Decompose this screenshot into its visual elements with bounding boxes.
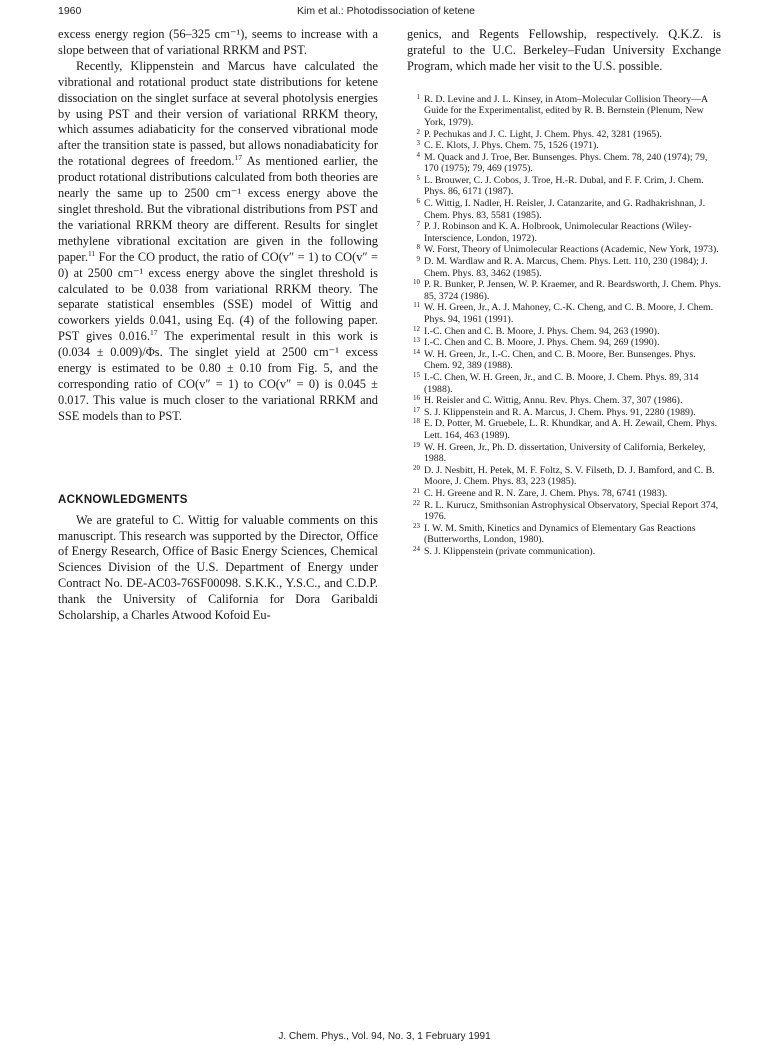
reference-item [407,302,721,325]
reference-text: W. H. Green, Jr., A. J. Mahoney, C.-K. Cheng, and C. B. Moore, J. Chem. Phys. 94, 1961 (1991). [424,302,714,325]
reference-text: I.-C. Chen and C. B. Moore, J. Phys. Chem. 94, 269 (1990). [424,337,660,349]
reference-item [407,500,721,523]
reference-number: 24 [413,544,420,553]
reference-number: 23 [413,521,420,530]
reference-item [407,418,721,441]
reference-number: 18 [413,417,420,426]
acknowledgments-text: We are grateful to C. Wittig for valuable comments on this manuscript. This research was supported by the Director, Office of Energy Research, Office of Basic Energy Sciences, Chemical Sciences Division of the U.S. Department of Energy under Contract No. DE-AC03-76SF00098. S.K.K., Y.S.C., and C.D.P. thank the University of California for Dora Garibaldi Scholarship, a Charles Atwood Kofoid Eu- [58,512,378,623]
reference-text: S. J. Klippenstein and R. A. Marcus, J. Chem. Phys. 91, 2280 (1989). [424,406,696,418]
reference-number: 21 [413,486,420,495]
citation-superscript: 17 [234,153,242,163]
reference-number: 4 [416,150,420,159]
reference-text: W. Forst, Theory of Unimolecular Reactions (Academic, New York, 1973). [424,244,719,256]
reference-text: W. H. Green, Jr., I.-C. Chen, and C. B. Moore, Ber. Bunsenges. Phys. Chem. 92, 389 (1988). [424,348,696,372]
reference-number: 2 [416,127,420,136]
running-title: Kim et al.: Photodissociation of ketene [296,5,476,17]
reference-text: R. L. Kurucz, Smithsonian Astrophysical Observatory, Special Report 374, 1976. [424,499,719,523]
reference-item [407,94,721,129]
reference-number: 8 [416,243,420,252]
reference-item [407,221,721,244]
reference-text: P. J. Robinson and K. A. Holbrook, Unimolecular Reactions (Wiley-Interscience, London, 1972). [424,221,692,244]
reference-number: 1 [416,92,420,101]
reference-text: P. R. Bunker, P. Jensen, W. P. Kraemer, and R. Beardsworth, J. Chem. Phys. 85, 3724 (1986). [424,279,721,302]
citation-superscript: 11 [87,248,96,258]
reference-item [407,129,721,141]
acknowledgments-continued: genics, and Regents Fellowship, respectively. Q.K.Z. is grateful to the U.C. Berkeley–Fudan University Exchange Program, which made her visit to the U.S. possible. [407,27,721,73]
reference-text: P. Pechukas and J. C. Light, J. Chem. Phys. 42, 3281 (1965). [424,128,662,140]
reference-number: 6 [416,197,420,206]
reference-item [407,407,721,419]
reference-number: 11 [413,301,420,310]
reference-item [407,349,721,372]
reference-number: 15 [413,370,420,379]
page-footer: J. Chem. Phys., Vol. 94, No. 3, 1 February 1991 [278,1031,491,1042]
reference-list [407,94,721,558]
reference-item [407,337,721,349]
reference-text: S. J. Klippenstein (private communication). [424,545,596,557]
reference-number: 9 [416,255,420,264]
reference-item [407,546,721,558]
right-column [407,27,721,557]
reference-item [407,488,721,500]
reference-text: D. M. Wardlaw and R. A. Marcus, Chem. Phys. Lett. 110, 230 (1984); J. Chem. Phys. 83, 3462 (1985). [424,256,708,279]
paragraph-continued: excess energy region (56–325 cm⁻¹), seems to increase with a slope between that of variational RRKM and PST. [58,27,378,57]
acknowledgments-heading: ACKNOWLEDGMENTS [58,493,188,506]
reference-number: 17 [413,405,420,414]
reference-text: I.-C. Chen and C. B. Moore, J. Phys. Chem. 94, 263 (1990). [424,325,660,337]
reference-number: 22 [413,498,420,507]
reference-text: E. D. Potter, M. Gruebele, L. R. Khundkar, and A. H. Zewail, Chem. Phys. Lett. 164, 463 (1989). [424,418,718,441]
reference-item [407,244,721,256]
reference-item [407,326,721,338]
reference-number: 3 [416,139,420,148]
reference-item [407,395,721,407]
reference-text: C. E. Klots, J. Phys. Chem. 75, 1526 (1971). [424,140,599,152]
reference-number: 5 [416,173,420,182]
left-column [58,27,378,624]
reference-number: 12 [413,324,420,333]
reference-text: M. Quack and J. Troe, Ber. Bunsenges. Phys. Chem. 78, 240 (1974); 79, 170 (1975); 79, 469 (1975). [424,151,708,175]
reference-item [407,279,721,302]
reference-item [407,175,721,198]
reference-text: W. H. Green, Jr., Ph. D. dissertation, University of California, Berkeley, 1988. [424,441,706,465]
reference-number: 20 [413,463,420,472]
reference-number: 14 [413,347,420,356]
reference-text: R. D. Levine and J. L. Kinsey, in Atom–Molecular Collision Theory—A Guide for the Experimentalist, edited by R. B. Bernstein (Plenum, New York, 1979). [424,93,708,128]
reference-text: L. Brouwer, C. J. Cobos, J. Troe, H.-R. Dubal, and F. F. Crim, J. Chem. Phys. 86, 6171 (1987). [424,174,704,198]
reference-item [407,442,721,465]
reference-number: 16 [413,394,420,403]
reference-item [407,152,721,175]
reference-item [407,465,721,488]
reference-item [407,140,721,152]
reference-text: D. J. Nesbitt, H. Petek, M. F. Foltz, S. V. Filseth, D. J. Bamford, and C. B. Moore, J. Chem. Phys. 83, 223 (1985). [424,464,715,488]
reference-item [407,372,721,395]
reference-item [407,198,721,221]
page-number: 1960 [58,5,82,17]
reference-text: I. W. M. Smith, Kinetics and Dynamics of Elementary Gas Reactions (Butterworths, London, 1980). [424,522,696,546]
reference-number: 13 [413,336,420,345]
reference-item [407,256,721,279]
reference-text: C. Wittig, I. Nadler, H. Reisler, J. Catanzarite, and G. Radhakrishnan, J. Chem. Phys. 83, 5581 (1985). [424,198,706,221]
paragraph-klippenstein-marcus: Recently, Klippenstein and Marcus have calculated the vibrational and rotational product state distributions for ketene dissociation on the singlet surface at several photolysis energies by using PST and their version of variational RRKM theory, which assumes adiabaticity for the conserved vibrational mode after the transition state is passed, but allows nonadiabaticity for the rotational degrees of freedom.$^{17}$ As mentioned earlier, the product rotational distributions calculated from both theories are nearly the same up to 2500 cm⁻¹ excess energy above the singlet threshold. But the vibrational distributions from PST and the variational RRKM theory are different. Results for singlet methylene vibrational excitation are given in the following paper.$^{11}$ For the CO product, the ratio of CO(v″ = 1) to CO(v″ = 0) at 2500 cm⁻¹ excess energy above the singlet threshold is calculated to be 0.038 from variational RRKM theory. The separate statistical ensembles (SSE) model of Wittig and coworkers yields 0.041, using Eq. (4) of the following paper. PST gives 0.016.17 The experimental result in this work is (0.034 ± 0.009)/Φs. The singlet yield at 2500 cm⁻¹ excess energy is estimated to be 0.80 ± 0.10 from Fig. 5, and the corresponding ratio of CO(v″ = 1) to CO(v″ = 0) is 0.045 ± 0.017. This value is much closer to the variational RRKM and SSE models than to PST. [58,58,379,423]
reference-number: 19 [413,440,420,449]
reference-item [407,523,721,546]
page-header [58,5,714,21]
reference-number: 7 [416,220,420,229]
reference-text: I.-C. Chen, W. H. Green, Jr., and C. B. Moore, J. Chem. Phys. 89, 314 (1988). [424,371,699,395]
citation-superscript: 17 [149,328,158,338]
reference-text: C. H. Greene and R. N. Zare, J. Chem. Phys. 78, 6741 (1983). [424,487,668,499]
reference-number: 10 [413,278,420,287]
reference-text: H. Reisler and C. Wittig, Annu. Rev. Phys. Chem. 37, 307 (1986). [424,395,683,407]
